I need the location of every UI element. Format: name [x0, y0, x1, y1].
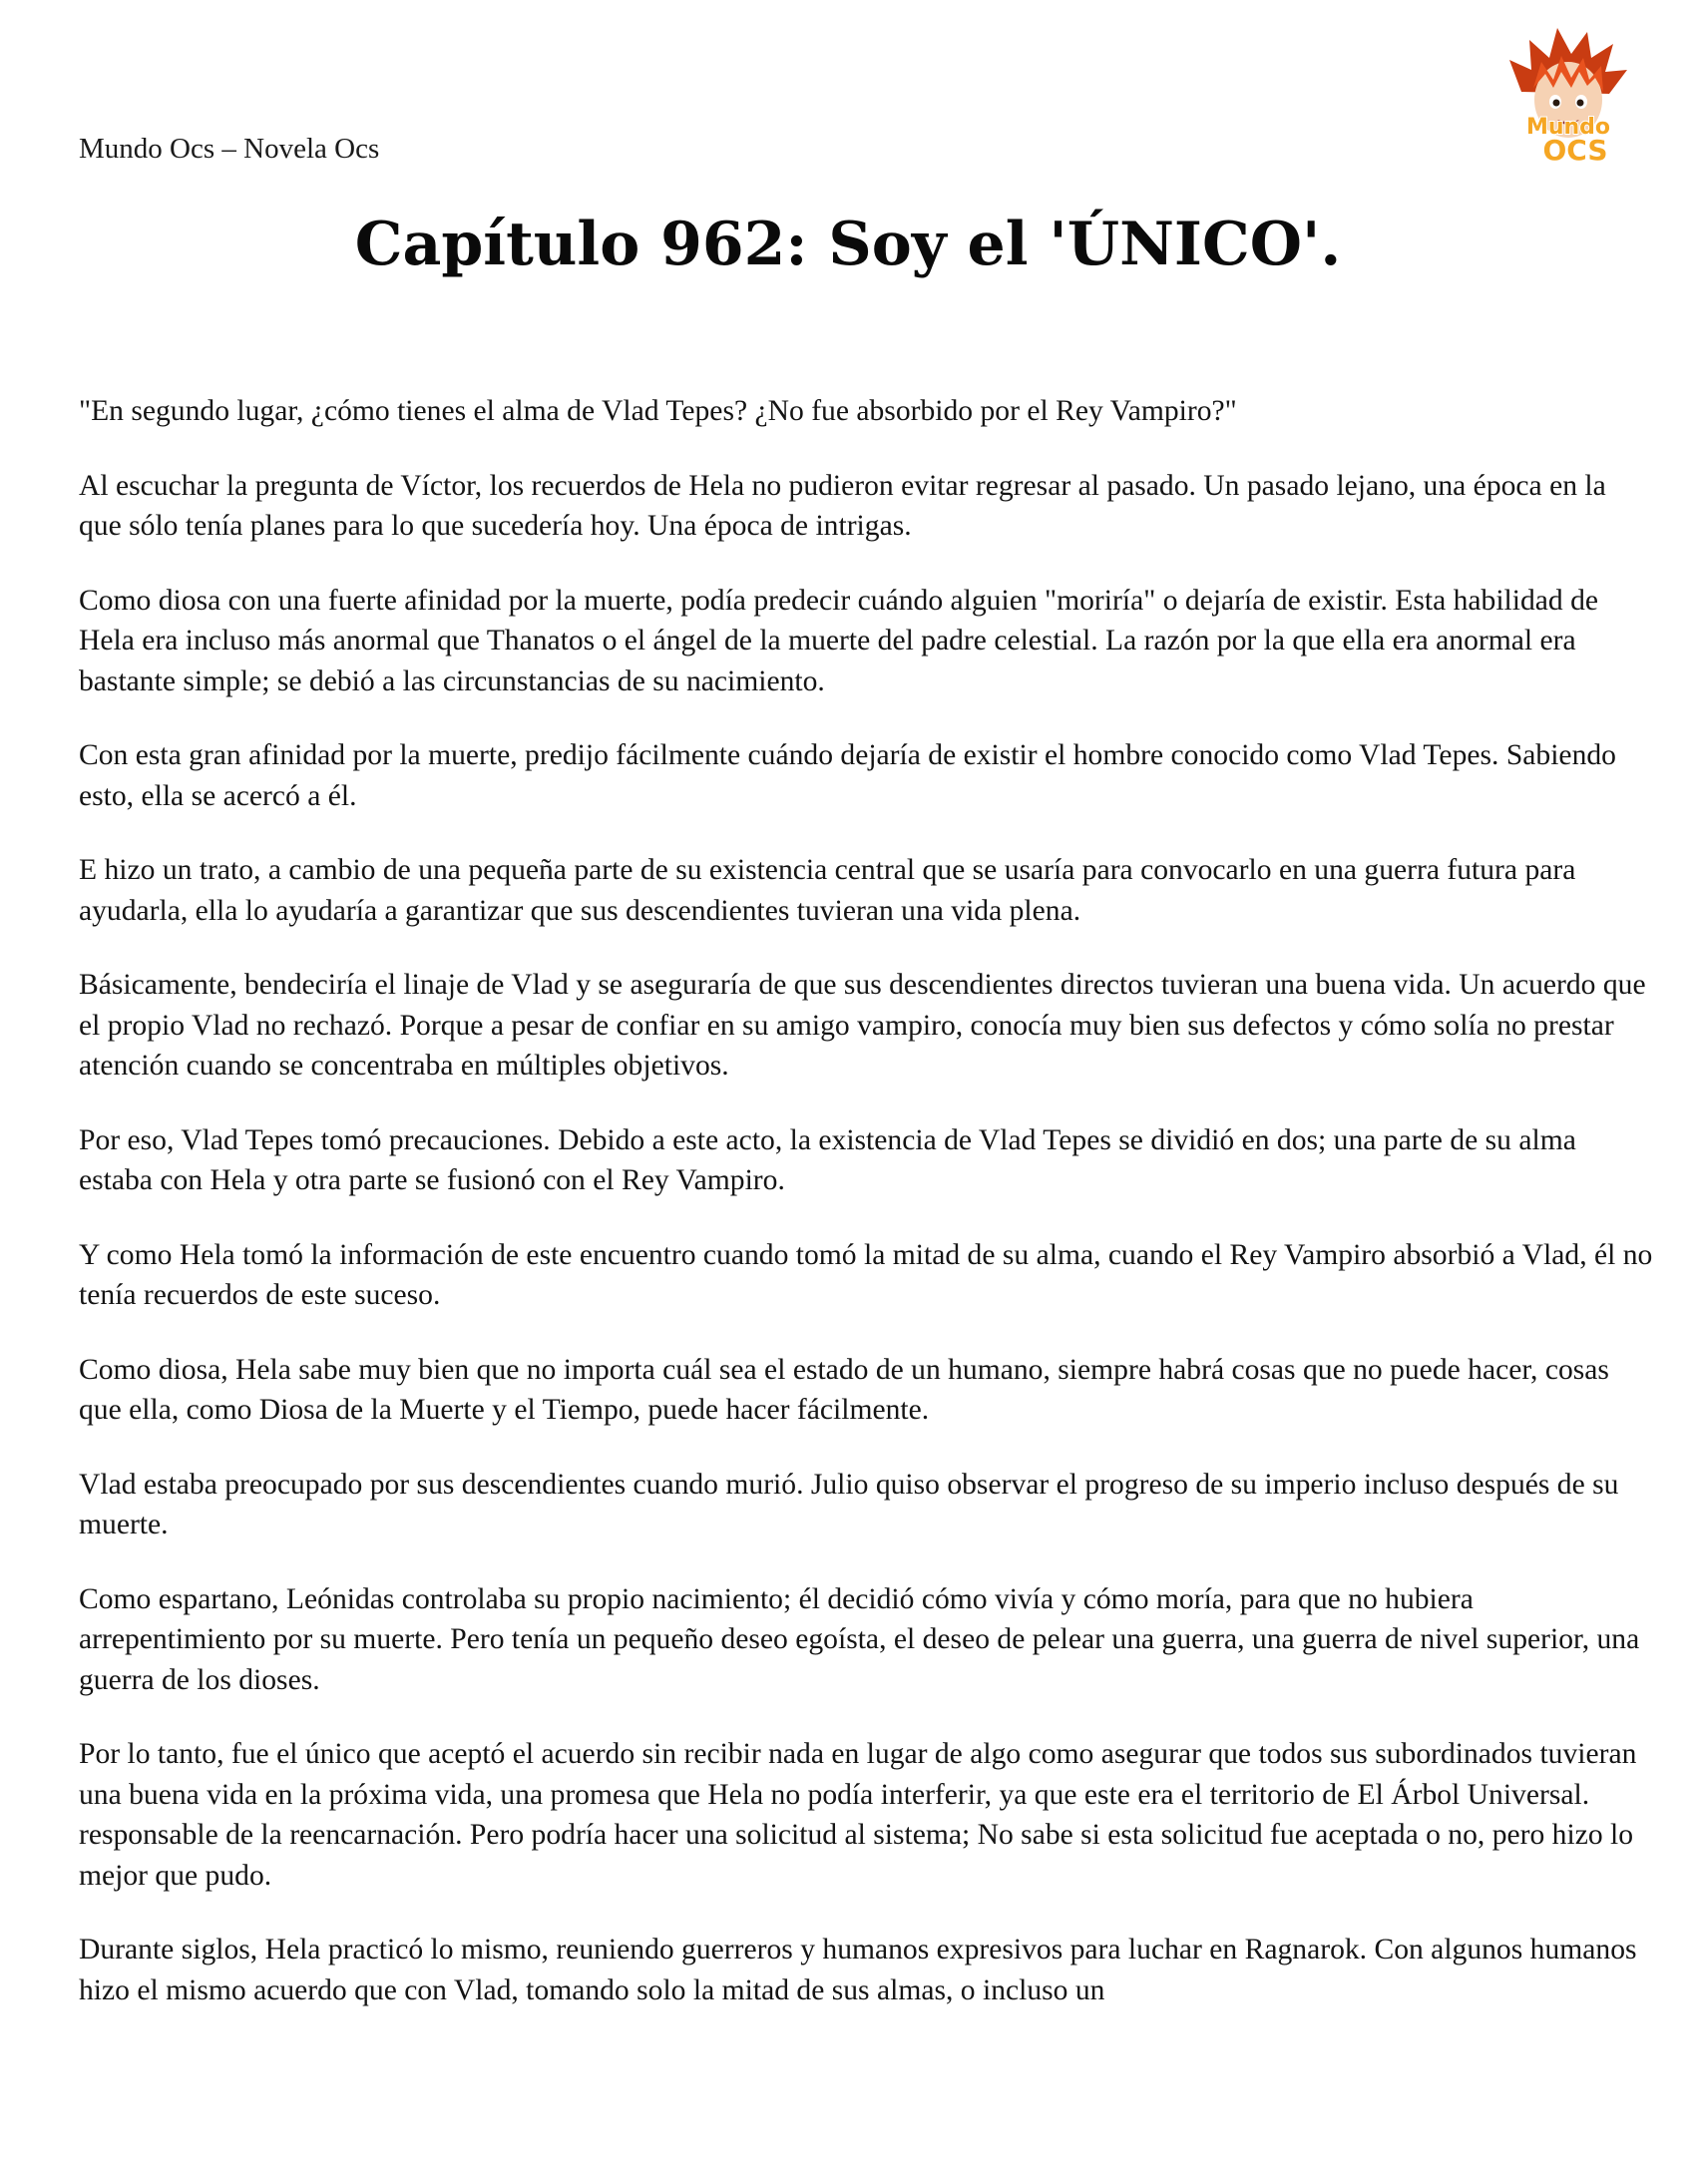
- mundo-ocs-logo: [1491, 22, 1646, 172]
- svg-text:OCS: OCS: [1542, 134, 1608, 167]
- logo-mascot-icon: [1491, 22, 1646, 172]
- chapter-content: [79, 391, 1653, 2044]
- svg-text:Mundo: Mundo: [1525, 115, 1611, 140]
- paragraph: Como espartano, Leónidas controlaba su propio nacimiento; él decidió cómo vivía y cómo moría, para que no hubiera arrepentimiento por su muerte. Pero tenía un pequeño deseo egoísta, el deseo de pelear una guerra, una guerra de nivel superior, una guerra de los dioses.: [79, 1582, 1640, 1696]
- paragraph: Al escuchar la pregunta de Víctor, los recuerdos de Hela no pudieron evitar regresar al pasado. Un pasado lejano, una época en la que sólo tenía planes para lo que sucedería hoy. Una época de intrigas.: [79, 469, 1606, 542]
- paragraph: E hizo un trato, a cambio de una pequeña parte de su existencia central que se usaría para convocarlo en una guerra futura para ayudarla, ella lo ayudaría a garantizar que sus descendientes tuvieran una vida plena.: [79, 854, 1576, 927]
- paragraph: Vlad estaba preocupado por sus descendientes cuando murió. Julio quiso observar el progreso de su imperio incluso después de su muerte.: [79, 1468, 1619, 1540]
- paragraph: Básicamente, bendeciría el linaje de Vlad y se aseguraría de que sus descendientes directos tuvieran una buena vida. Un acuerdo que el propio Vlad no rechazó. Porque a pesar de confiar en su amigo vampiro, conocía muy bien sus defectos y cómo solía no prestar atención cuando se concentraba en múltiples objetivos.: [79, 969, 1646, 1082]
- site-header: Mundo Ocs – Novela Ocs: [79, 133, 380, 165]
- paragraph: Y como Hela tomó la información de este encuentro cuando tomó la mitad de su alma, cuando el Rey Vampiro absorbió a Vlad, él no tenía recuerdos de este suceso.: [79, 1238, 1653, 1311]
- paragraph: Durante siglos, Hela practicó lo mismo, reuniendo guerreros y humanos expresivos para luchar en Ragnarok. Con algunos humanos hizo el mismo acuerdo que con Vlad, tomando solo la mitad de sus almas, o incluso un: [79, 1934, 1637, 2006]
- paragraph: Por eso, Vlad Tepes tomó precauciones. Debido a este acto, la existencia de Vlad Tepes se dividió en dos; una parte de su alma estaba con Hela y otra parte se fusionó con el Rey Vampiro.: [79, 1123, 1576, 1196]
- chapter-title: Capítulo 962: Soy el 'ÚNICO'.: [354, 210, 1342, 279]
- paragraph: Como diosa con una fuerte afinidad por la muerte, podía predecir cuándo alguien "moriría" o dejaría de existir. Esta habilidad de Hela era incluso más anormal que Thanatos o el ángel de la muerte del padre celestial. La razón por la que ella era anormal era bastante simple; se debió a las circunstancias de su nacimiento.: [79, 584, 1599, 697]
- paragraph: Como diosa, Hela sabe muy bien que no importa cuál sea el estado de un humano, siempre habrá cosas que no puede hacer, cosas que ella, como Diosa de la Muerte y el Tiempo, puede hacer fácilmente.: [79, 1353, 1609, 1426]
- paragraph: "En segundo lugar, ¿cómo tienes el alma de Vlad Tepes? ¿No fue absorbido por el Rey Vampiro?": [79, 395, 1237, 427]
- paragraph: Por lo tanto, fue el único que aceptó el acuerdo sin recibir nada en lugar de algo como asegurar que todos sus subordinados tuvieran una buena vida en la próxima vida, una promesa que Hela no podía interferir, ya que este era el territorio de El Árbol Universal. responsable de la reencarnación. Pero podría hacer una solicitud al sistema; No sabe si esta solicitud fue aceptada o no, pero hizo lo mejor que pudo.: [79, 1738, 1637, 1892]
- paragraph: Con esta gran afinidad por la muerte, predijo fácilmente cuándo dejaría de existir el hombre conocido como Vlad Tepes. Sabiendo esto, ella se acercó a él.: [79, 739, 1616, 812]
